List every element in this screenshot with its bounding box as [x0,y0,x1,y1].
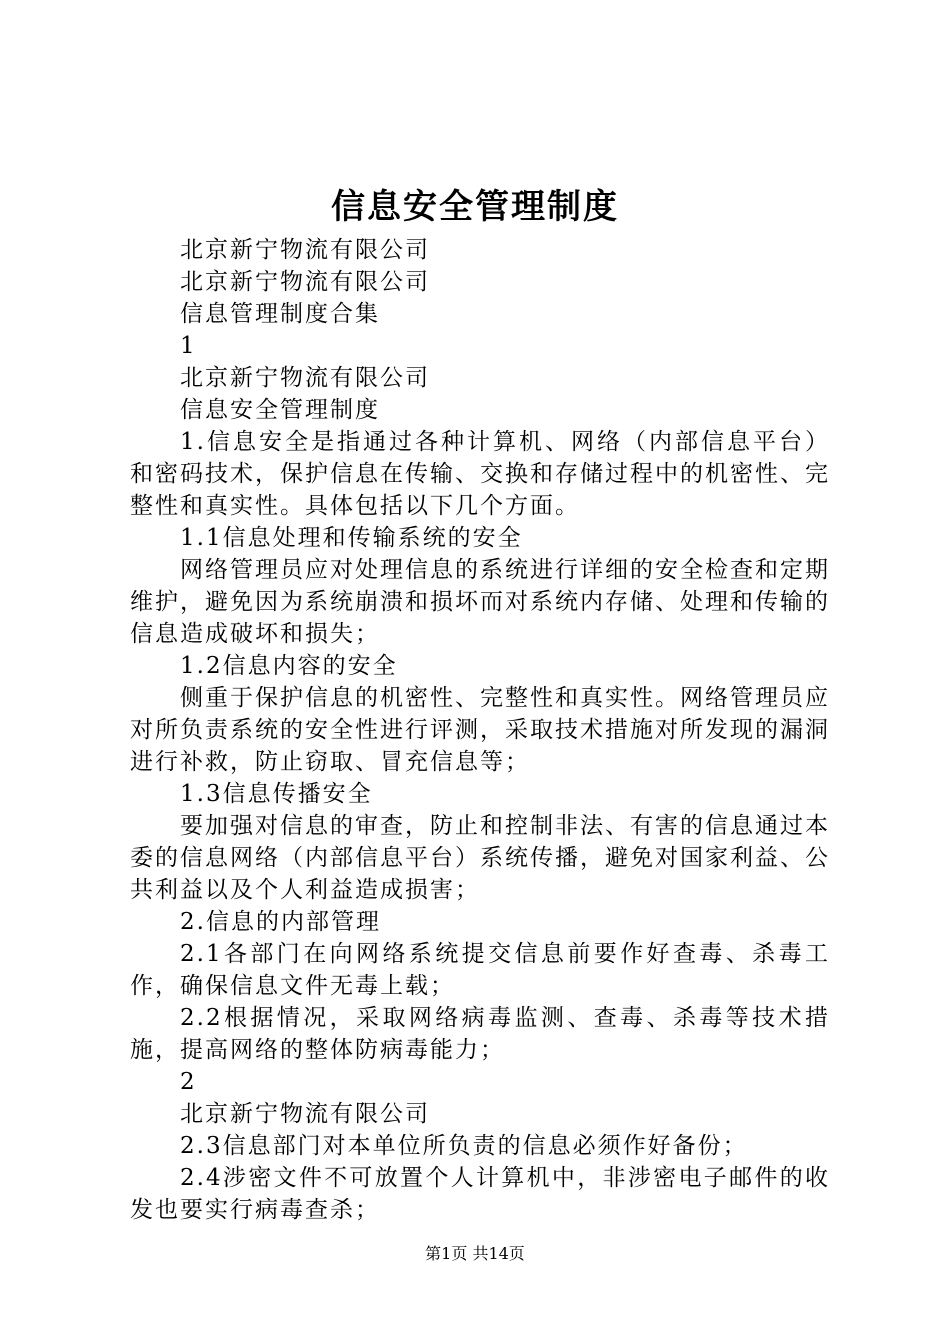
body-paragraph: 2.2根据情况，采取网络病毒监测、查毒、杀毒等技术措施，提高网络的整体防病毒能力； [130,1005,830,1063]
body-paragraph: 2.4涉密文件不可放置个人计算机中，非涉密电子邮件的收发也要实行病毒查杀； [130,1165,830,1223]
body-paragraph: 侧重于保护信息的机密性、完整性和真实性。网络管理员应对所负责系统的安全性进行评测，采取技术措施对所发现的漏洞进行补救，防止窃取、冒充信息等； [130,685,830,775]
section-heading: 1.2信息内容的安全 [180,653,398,679]
company-name-line: 北京新宁物流有限公司 [180,365,430,391]
body-paragraph: 要加强对信息的审查，防止和控制非法、有害的信息通过本委的信息网络（内部信息平台）系统传播，避免对国家利益、公共利益以及个人利益造成损害； [130,813,830,903]
body-paragraph: 网络管理员应对处理信息的系统进行详细的安全检查和定期维护，避免因为系统崩溃和损坏而对系统内存储、处理和传输的信息造成破坏和损失； [130,557,830,647]
document-title: 信息安全管理制度 [331,187,619,227]
page-number-marker: 1 [180,333,197,359]
company-name-line: 北京新宁物流有限公司 [180,237,430,263]
section-heading: 1.3信息传播安全 [180,781,373,807]
section-heading: 1.1信息处理和传输系统的安全 [180,525,523,551]
body-paragraph: 2.3信息部门对本单位所负责的信息必须作好备份； [180,1133,748,1159]
section-title-line: 信息安全管理制度 [180,397,380,423]
section-heading: 2.信息的内部管理 [180,909,381,935]
body-paragraph: 2.1各部门在向网络系统提交信息前要作好查毒、杀毒工作，确保信息文件无毒上载； [130,941,830,999]
collection-title-line: 信息管理制度合集 [180,301,380,327]
page-number-marker: 2 [180,1069,197,1095]
document-body [130,234,830,1226]
company-name-line: 北京新宁物流有限公司 [180,269,430,295]
company-name-line: 北京新宁物流有限公司 [180,1101,430,1127]
body-paragraph: 1.信息安全是指通过各种计算机、网络（内部信息平台）和密码技术，保护信息在传输、交换和存储过程中的机密性、完整性和真实性。具体包括以下几个方面。 [130,429,830,519]
page-footer: 第1页 共14页 [425,1244,525,1263]
